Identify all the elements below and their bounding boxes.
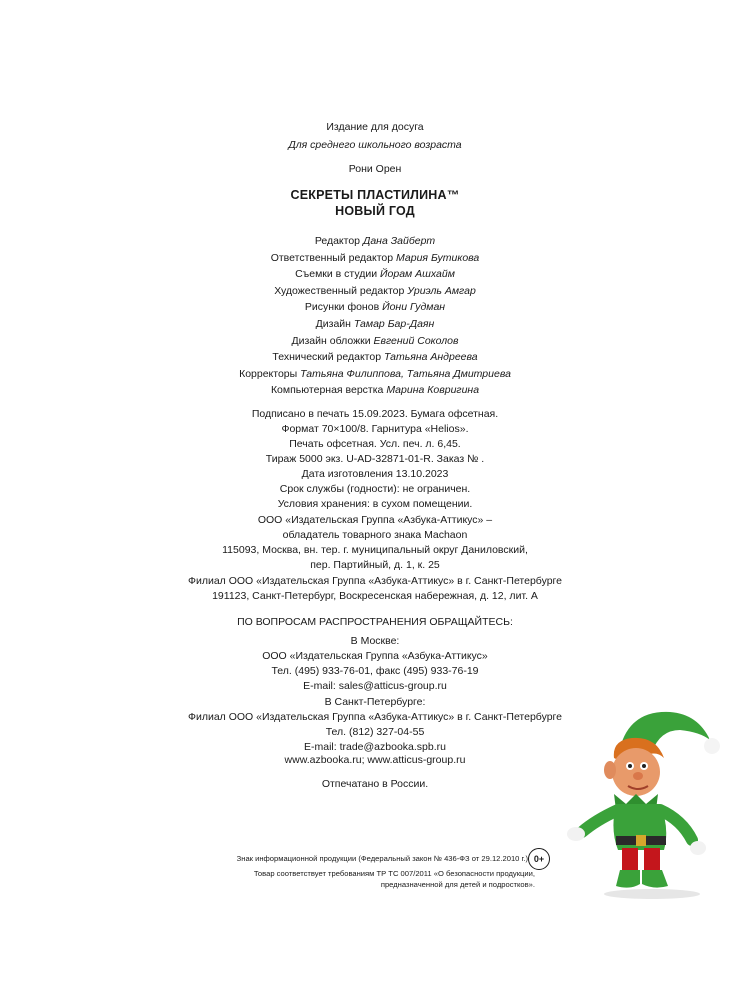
print-line: Печать офсетная. Усл. печ. л. 6,45. [289,438,461,450]
credit-proofreaders: Корректоры Татьяна Филиппова, Татьяна Дмитриева [239,367,511,380]
book-subtitle: НОВЫЙ ГОД [335,204,415,218]
print-line: Дата изготовления 13.10.2023 [301,468,449,480]
moscow-line: В Москве: [350,635,400,647]
publisher-line: ООО «Издательская Группа «Азбука-Аттикус» – [257,514,493,526]
credits-list [0,233,750,399]
info-sign-text: Знак информационной продукции (Федеральный закон № 436-ФЗ от 29.12.2010 г.) [236,854,528,863]
edition-type: Издание для досуга [326,121,424,133]
distribution-moscow [0,634,750,694]
credit-studio-photo: Съемки в студии Йорам Ашхайм [295,268,455,281]
credit-layout: Компьютерная верстка Марина Ковригина [270,384,480,397]
age-rating-badge: 0+ [528,848,550,870]
spb-email: E-mail: trade@azbooka.spb.ru [304,741,446,753]
elf-figure-icon [560,700,730,900]
print-line: Условия хранения: в сухом помещении. [277,498,473,510]
age-group: Для среднего школьного возраста [288,139,462,151]
credit-backgrounds: Рисунки фонов Йони Гудман [304,301,446,314]
credit-art-editor: Художественный редактор Уриэль Амгар [274,284,476,297]
header-block [0,120,750,219]
moscow-line: Тел. (495) 933-76-01, факс (495) 933-76-19 [271,665,479,677]
author: Рони Орен [348,163,402,175]
print-line: Формат 70×100/8. Гарнитура «Helios». [281,423,469,435]
print-info [0,407,750,512]
moscow-email: E-mail: sales@atticus-group.ru [303,680,447,692]
printed-in: Отпечатано в России. [321,778,429,790]
websites: www.azbooka.ru; www.atticus-group.ru [284,754,466,766]
publisher-info [0,513,750,573]
book-title: СЕКРЕТЫ ПЛАСТИЛИНА™ [290,188,460,202]
branch-info [0,574,750,604]
compliance-text: Товар соответствует требованиям ТР ТС 007/2011 «О безопасности продукции, предназначенной для детей и подростков». [253,869,535,889]
spb-line: Филиал ООО «Издательская Группа «Азбука-Аттикус» в г. Санкт-Петербурге [187,711,563,723]
credit-design: Дизайн Тамар Бар-Даян [315,317,435,330]
credit-managing-editor: Ответственный редактор Мария Бутикова [270,251,480,264]
credit-tech-editor: Технический редактор Татьяна Андреева [272,351,478,364]
branch-line: 191123, Санкт-Петербург, Воскресенская набережная, д. 12, лит. А [212,590,538,602]
distribution-heading: ПО ВОПРОСАМ РАСПРОСТРАНЕНИЯ ОБРАЩАЙТЕСЬ: [237,616,513,628]
credit-cover-design: Дизайн обложки Евгений Соколов [291,334,459,347]
print-line: Тираж 5000 экз. U-AD-32871-01-R. Заказ № . [265,453,485,465]
credit-editor: Редактор Дана Зайберт [314,235,436,247]
branch-line: Филиал ООО «Издательская Группа «Азбука-Аттикус» в г. Санкт-Петербурге [187,575,563,587]
publisher-line: обладатель товарного знака Machaon [282,529,468,541]
print-line: Срок службы (годности): не ограничен. [279,483,471,495]
moscow-line: ООО «Издательская Группа «Азбука-Аттикус» [262,650,488,662]
spb-line: В Санкт-Петербурге: [324,696,426,708]
spb-line: Тел. (812) 327-04-55 [325,726,425,738]
publisher-line: 115093, Москва, вн. тер. г. муниципальный округ Даниловский, [222,544,528,556]
print-line: Подписано в печать 15.09.2023. Бумага офсетная. [251,408,499,420]
publisher-line: пер. Партийный, д. 1, к. 25 [310,559,440,571]
